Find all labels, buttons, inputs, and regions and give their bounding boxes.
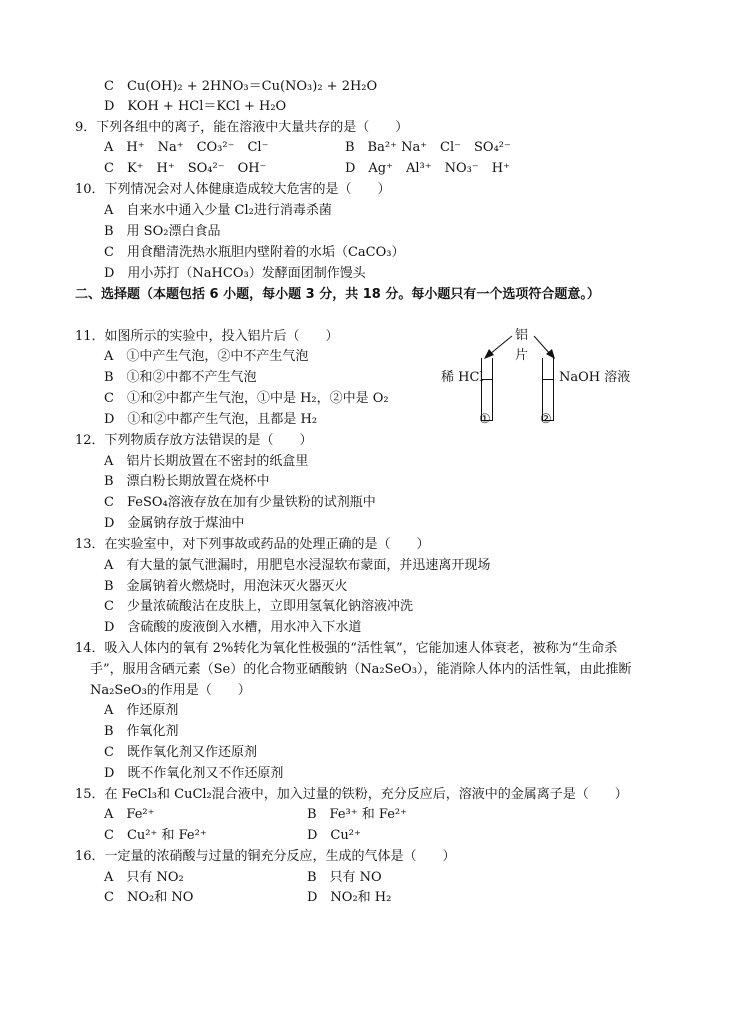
q12-option-d: D 金属钠存放于煤油中 — [104, 516, 245, 531]
q10-option-b: B 用 SO₂漂白食品 — [104, 224, 221, 239]
aluminum-label-top: 铝 — [515, 328, 529, 343]
question-15: 15．在 FeCl₃和 CuCl₂混合液中，加入过量的铁粉，充分反应后，溶液中的金属离子是（ ） — [75, 787, 628, 802]
q13-option-c: C 少量浓硫酸沾在皮肤上，立即用氢氧化钠溶液冲洗 — [104, 599, 413, 614]
q14-option-b: B 作氧化剂 — [104, 724, 179, 739]
q12-option-c: C FeSO₄溶液存放在加有少量铁粉的试剂瓶中 — [104, 495, 376, 510]
q14-option-c: C 既作氧化剂又作还原剂 — [104, 745, 257, 760]
q12-option-a: A 铝片长期放置在不密封的纸盒里 — [104, 454, 309, 469]
q13-option-a: A 有大量的氯气泄漏时，用肥皂水浸湿软布蒙面，并迅速离开现场 — [104, 558, 491, 573]
q11-option-a: A ①中产生气泡，②中不产生气泡 — [104, 349, 309, 364]
q10-option-d: D 用小苏打（NaHCO₃）发酵面团制作馒头 — [104, 266, 366, 281]
q14-option-d: D 既不作氧化剂又不作还原剂 — [104, 766, 284, 781]
naoh-solution-label: NaOH 溶液 — [559, 370, 631, 385]
q15-option-b: B Fe³⁺ 和 Fe²⁺ — [307, 807, 407, 822]
question-11: 11．如图所示的实验中，投入铝片后（ ） — [75, 329, 339, 344]
q13-option-d: D 含硫酸的废液倒入水槽，用水冲入下水道 — [104, 620, 362, 635]
question-14-line-1: 14．吸入人体内的氧有 2%转化为氧化性极强的“活性氧”，它能加速人体衰老，被称为“生命杀 — [75, 641, 618, 656]
q16-option-d: D NO₂和 H₂ — [307, 890, 392, 905]
q16-option-c: C NO₂和 NO — [104, 890, 194, 905]
q8-option-c: C Cu(OH)₂ + 2HNO₃＝Cu(NO₃)₂ + 2H₂O — [104, 79, 378, 94]
q16-option-b: B 只有 NO — [307, 870, 382, 885]
tube-2-marker: ② — [540, 412, 552, 427]
q15-option-c: C Cu²⁺ 和 Fe²⁺ — [104, 828, 207, 843]
aluminum-experiment-diagram — [438, 322, 638, 432]
question-13: 13．在实验室中，对下列事故或药品的处理正确的是（ ） — [75, 537, 430, 552]
q14-option-a: A 作还原剂 — [104, 703, 179, 718]
dilute-hcl-label: 稀 HCl — [441, 370, 484, 385]
q15-option-a: A Fe²⁺ — [104, 807, 155, 822]
q9-option-d: D Ag⁺ Al³⁺ NO₃⁻ H⁺ — [345, 161, 510, 176]
question-14-line-2: 手”，服用含硒元素（Se）的化合物亚硒酸钠（Na₂SeO₃），能消除人体内的活性氧，由此推断 — [90, 662, 632, 677]
q9-option-a: A H⁺ Na⁺ CO₃²⁻ Cl⁻ — [104, 140, 269, 155]
q13-option-b: B 金属钠着火燃烧时，用泡沫灭火器灭火 — [104, 579, 348, 594]
question-12: 12．下列物质存放方法错误的是（ ） — [75, 433, 313, 448]
q10-option-c: C 用食醋清洗热水瓶胆内壁附着的水垢（CaCO₃） — [104, 245, 405, 260]
question-9: 9．下列各组中的离子，能在溶液中大量共存的是（ ） — [75, 120, 409, 135]
q11-option-b: B ①和②中都不产生气泡 — [104, 370, 257, 385]
q8-option-d: D KOH + HCl＝KCl + H₂O — [104, 99, 287, 114]
question-10: 10．下列情况会对人体健康造成较大危害的是（ ） — [75, 182, 391, 197]
q16-option-a: A 只有 NO₂ — [104, 870, 184, 885]
q15-option-d: D Cu²⁺ — [307, 828, 361, 843]
q10-option-a: A 自来水中通入少量 Cl₂进行消毒杀菌 — [104, 203, 332, 218]
q9-option-c: C K⁺ H⁺ SO₄²⁻ OH⁻ — [104, 161, 267, 176]
tube-1-marker: ① — [479, 412, 491, 427]
q12-option-b: B 漂白粉长期放置在烧杯中 — [104, 474, 270, 489]
aluminum-label-bottom: 片 — [515, 348, 529, 363]
q11-option-c: C ①和②中都产生气泡，①中是 H₂，②中是 O₂ — [104, 391, 389, 406]
q11-option-d: D ①和②中都产生气泡，且都是 H₂ — [104, 412, 318, 427]
section-2-heading: 二、选择题（本题包括 6 小题，每小题 3 分，共 18 分。每小题只有一个选项符合题意。） — [75, 287, 600, 302]
question-16: 16．一定量的浓硝酸与过量的铜充分反应，生成的气体是（ ） — [75, 849, 456, 864]
q9-option-b: B Ba²⁺ Na⁺ Cl⁻ SO₄²⁻ — [345, 140, 511, 155]
question-14-line-3: Na₂SeO₃的作用是（ ） — [90, 683, 251, 698]
